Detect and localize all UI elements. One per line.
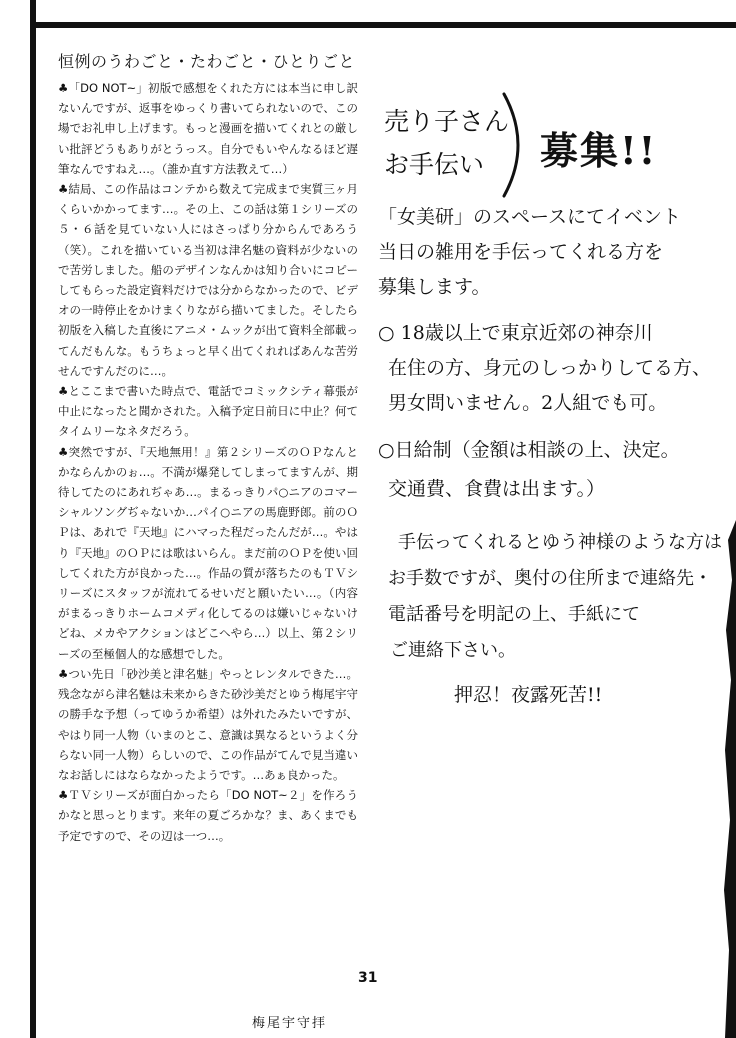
- notice-line: 当日の雑用を手伝ってくれる方を: [378, 241, 664, 263]
- notice-line: 在住の方、身元のしっかりしてる方、: [388, 357, 712, 379]
- essay-body: [58, 78, 358, 846]
- notice-headline: 募集!!: [540, 128, 658, 173]
- essay-paragraph: ♣とここまで書いた時点で、電話でコミックシティ幕張が中止になったと聞かされた。入稿予定日前日に中止？何てタイムリーなネタだろう。: [58, 384, 358, 439]
- notice-line: ○ 18歳以上で東京近郊の神奈川: [378, 322, 653, 344]
- essay-paragraph: ♣ＴＶシリーズが面白かったら「DO NOT~２」を作ろうかなと思っとります。来年の夏ごろかな？ま、あくまでも予定ですので、その辺は一つ…。: [58, 788, 358, 843]
- page-number: 31: [358, 970, 378, 986]
- essay-title: 恒例のうわごと・たわごと・ひとりごと: [58, 52, 356, 71]
- essay-column: [58, 50, 358, 846]
- notice-line: 電話番号を明記の上、手紙にて: [388, 604, 640, 625]
- notice-signoff: 押忍！夜露死苦!!: [454, 684, 603, 706]
- notice-line: 「女美研」のスペースにてイベント: [378, 206, 682, 228]
- notice-title-line2: お手伝い: [384, 150, 485, 179]
- essay-paragraph: ♣「DO NOT~」初版で感想をくれた方には本当に申し訳ないんですが、返事をゆっくり書いてられないので、この場でお礼申し上げます。もっと漫画を描いてくれとの厳しい批評どうもありがとうっス。自分でもいやんなるほど遅筆なんですねえ…。（誰か直す方法教えて…）: [58, 81, 358, 176]
- page-edge-right: [722, 520, 736, 1038]
- notice-line: 男女問いません。2人組でも可。: [388, 392, 668, 414]
- notice-line: お手数ですが、奥付の住所まで連絡先・: [388, 568, 712, 589]
- notice-line: ○日給制（金額は相談の上、決定。: [378, 439, 680, 461]
- closing-paren-decoration: [496, 90, 536, 200]
- notice-line: 募集します。: [378, 276, 491, 298]
- notice-line: ご連絡下さい。: [390, 640, 516, 661]
- essay-paragraph: ♣つい先日「砂沙美と津名魅」やっとレンタルできた…。残念ながら津名魅は未来からきた砂沙美だとゆう梅尾宇守の勝手な予想（ってゆうか希望）は外れたみたいですが、やはり同一人物（いまのとこ、意識は異なるというよく分らない同一人物）らしいので、この作品がてんで見当違いなお話しにはならなかったようです。…あぁ良かった。: [58, 666, 358, 782]
- essay-paragraph: ♣突然ですが、『天地無用！』第２シリーズのＯＰなんとかならんかのぉ…。不満が爆発してしまってますんが、期待してたのにあれぢゃあ…。まるっきりパ○ニアのコマーシャルソングぢゃないか…パイ○ニアの馬鹿野郎。前のＯＰは、あれで『天地』にハマった程だったんだが…。やはり『天地』のＯＰには歌はいらん。まだ前のＯＰを使い回してくれた方が良かった…。作品の質が落ちたのもＴＶシリーズにスタッフが流れてるせいだと願いたい…。（内容がまるっきりホームコメディ化してるのは嫌いじゃないけどね、メカやアクションはどこへやら…）以上、第２シリーズの至極個人的な感想でした。: [58, 444, 358, 661]
- essay-paragraph: ♣結局、この作品はコンテから数えて完成まで実質三ヶ月くらいかかってます…。その上、この話は第１シリーズの５・６話を見ていない人にはさっぱり分からんであろう（笑）。これを描いている当初は津名魅の資料が少ないので苦労しました。船のデザインなんかは知り合いにコピーしてもらった設定資料だけでは分からなかったので、ビデオの一時停止をかけまくりながら描いてました。そしたら初版を入稿した直後にアニメ・ムックが出て資料全部載ってんだもんな。もうちょっと早く出てくれればあんな苦労せんですんだのに…。: [58, 182, 358, 378]
- author-signature: 梅尾宇守拝: [252, 1016, 328, 1031]
- notice-line: 手伝ってくれるとゆう神様のような方は: [398, 532, 722, 553]
- notice-title-line1: 売り子さん: [384, 107, 510, 136]
- page-frame-top: [30, 22, 736, 28]
- notice-line: 交通費、食費は出ます。）: [388, 478, 605, 500]
- page-frame-left: [30, 0, 36, 1038]
